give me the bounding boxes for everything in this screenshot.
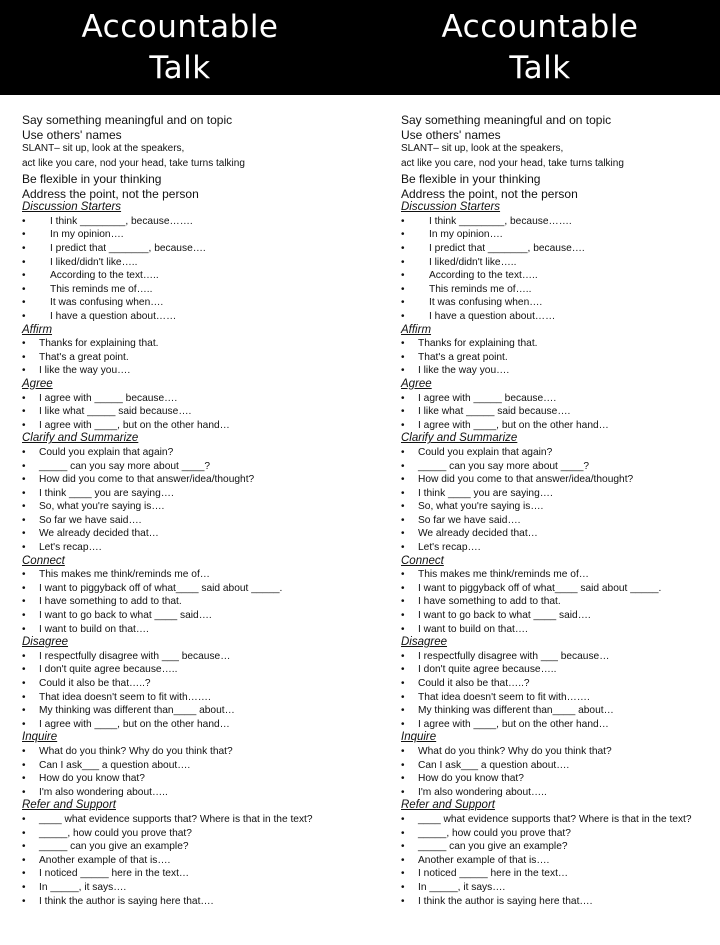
- list-item: • I have something to add to that.: [22, 595, 360, 609]
- intro-line: SLANT– sit up, look at the speakers,: [22, 143, 185, 155]
- list-item: • We already decided that…: [401, 527, 720, 541]
- list-item: • Let's recap….: [22, 541, 360, 555]
- list-item: • We already decided that…: [22, 527, 360, 541]
- list-item: • I agree with ____, but on the other hand…: [401, 419, 720, 433]
- list-item: • ____ what evidence supports that? Where is that in the text?: [22, 813, 360, 827]
- section-title: Agree: [401, 377, 432, 390]
- phrase-list: [401, 446, 720, 555]
- intro-line: Use others' names: [401, 127, 501, 142]
- list-item: • Thanks for explaining that.: [401, 337, 720, 351]
- list-item: • My thinking was different than____ about…: [401, 704, 720, 718]
- list-item: • I want to go back to what ____ said….: [401, 609, 720, 623]
- card-header: [360, 0, 720, 95]
- section-title: Affirm: [22, 323, 53, 336]
- list-item: • Could you explain that again?: [22, 446, 360, 460]
- list-item: • That idea doesn't seem to fit with…….: [22, 691, 360, 705]
- list-item: • In _____, it says….: [401, 881, 720, 895]
- list-item: • I have something to add to that.: [401, 595, 720, 609]
- list-item: • Another example of that is….: [22, 854, 360, 868]
- list-item: • How do you know that?: [401, 772, 720, 786]
- list-item: • I respectfully disagree with ___ because…: [401, 650, 720, 664]
- phrase-list: [22, 337, 360, 378]
- list-item: • So, what you're saying is….: [22, 500, 360, 514]
- list-item: • I agree with _____ because….: [22, 392, 360, 406]
- intro-line: Address the point, not the person: [22, 186, 199, 201]
- intro-line: Be flexible in your thinking: [401, 171, 541, 186]
- list-item: • _____ can you give an example?: [401, 840, 720, 854]
- section-title: Disagree: [401, 636, 448, 649]
- list-item: • I don't quite agree because…..: [401, 663, 720, 677]
- section-title: Refer and Support: [401, 799, 495, 812]
- section-title: Discussion Starters: [22, 201, 122, 214]
- list-item: • I predict that _______, because….: [22, 242, 360, 256]
- list-item: • So, what you're saying is….: [401, 500, 720, 514]
- list-item: • What do you think? Why do you think that?: [401, 745, 720, 759]
- card-title-line1: Accountable: [81, 8, 279, 45]
- list-item: • I want to piggyback off of what____ said about _____.: [401, 582, 720, 596]
- list-item: • How do you know that?: [22, 772, 360, 786]
- list-item: • _____, how could you prove that?: [401, 827, 720, 841]
- list-item: • I want to build on that….: [401, 623, 720, 637]
- phrase-list: [401, 745, 720, 799]
- card-content: [0, 95, 360, 908]
- list-item: • ____ what evidence supports that? Where is that in the text?: [401, 813, 720, 827]
- list-item: • Thanks for explaining that.: [22, 337, 360, 351]
- list-item: • I agree with ____, but on the other hand…: [22, 419, 360, 433]
- list-item: • _____ can you give an example?: [22, 840, 360, 854]
- list-item: • I'm also wondering about…..: [401, 786, 720, 800]
- intro-line: act like you care, nod your head, take turns talking: [22, 158, 245, 170]
- list-item: • So far we have said….: [22, 514, 360, 528]
- list-item: • I think the author is saying here that….: [22, 895, 360, 909]
- list-item: • I like the way you….: [401, 364, 720, 378]
- phrase-list: [401, 337, 720, 378]
- section-title: Affirm: [401, 323, 432, 336]
- list-item: • My thinking was different than____ about…: [22, 704, 360, 718]
- phrase-list: [22, 392, 360, 433]
- list-item: • This reminds me of…..: [22, 283, 360, 297]
- list-item: • How did you come to that answer/idea/thought?: [22, 473, 360, 487]
- list-item: • I agree with _____ because….: [401, 392, 720, 406]
- list-item: • I agree with ____, but on the other hand…: [401, 718, 720, 732]
- list-item: • It was confusing when….: [22, 296, 360, 310]
- list-item: • _____ can you say more about ____?: [401, 460, 720, 474]
- list-item: • Can I ask___ a question about….: [22, 759, 360, 773]
- section-title: Connect: [401, 554, 444, 567]
- list-item: • I think ____ you are saying….: [401, 487, 720, 501]
- list-item: • _____, how could you prove that?: [22, 827, 360, 841]
- list-item: • I like what _____ said because….: [401, 405, 720, 419]
- intro-line: SLANT– sit up, look at the speakers,: [401, 143, 564, 155]
- list-item: • I agree with ____, but on the other hand…: [22, 718, 360, 732]
- section-title: Clarify and Summarize: [401, 432, 518, 445]
- card-title-line2: Talk: [149, 49, 211, 86]
- list-item: • According to the text…..: [22, 269, 360, 283]
- list-item: • This makes me think/reminds me of…: [401, 568, 720, 582]
- intro-line: Use others' names: [22, 127, 122, 142]
- phrase-list: [22, 813, 360, 908]
- list-item: • In my opinion….: [401, 228, 720, 242]
- list-item: • That's a great point.: [22, 351, 360, 365]
- card-title-line2: Talk: [509, 49, 571, 86]
- list-item: • This reminds me of…..: [401, 283, 720, 297]
- list-item: • I think ________, because…….: [401, 215, 720, 229]
- list-item: • This makes me think/reminds me of…: [22, 568, 360, 582]
- list-item: • I predict that _______, because….: [401, 242, 720, 256]
- list-item: • In my opinion….: [22, 228, 360, 242]
- intro-line: Be flexible in your thinking: [22, 171, 162, 186]
- intro-line: Address the point, not the person: [401, 186, 578, 201]
- list-item: • Could it also be that…..?: [22, 677, 360, 691]
- list-item: • I respectfully disagree with ___ because…: [22, 650, 360, 664]
- list-item: • I think the author is saying here that….: [401, 895, 720, 909]
- phrase-list: [401, 215, 720, 324]
- section-title: Agree: [22, 377, 53, 390]
- intro-line: Say something meaningful and on topic: [401, 113, 612, 127]
- list-item: • I have a question about……: [22, 310, 360, 324]
- list-item: • What do you think? Why do you think that?: [22, 745, 360, 759]
- card-right: [360, 0, 720, 945]
- section-title: Inquire: [22, 731, 58, 744]
- phrase-list: [22, 745, 360, 799]
- list-item: • I like the way you….: [22, 364, 360, 378]
- list-item: • Another example of that is….: [401, 854, 720, 868]
- phrase-list: [22, 568, 360, 636]
- section-title: Inquire: [401, 731, 437, 744]
- list-item: • I want to go back to what ____ said….: [22, 609, 360, 623]
- intro-line: act like you care, nod your head, take turns talking: [401, 158, 624, 170]
- list-item: • I think ____ you are saying….: [22, 487, 360, 501]
- list-item: • Could you explain that again?: [401, 446, 720, 460]
- list-item: • Can I ask___ a question about….: [401, 759, 720, 773]
- list-item: • I noticed _____ here in the text…: [401, 867, 720, 881]
- list-item: • That's a great point.: [401, 351, 720, 365]
- list-item: • So far we have said….: [401, 514, 720, 528]
- list-item: • _____ can you say more about ____?: [22, 460, 360, 474]
- list-item: • In _____, it says….: [22, 881, 360, 895]
- list-item: • I noticed _____ here in the text…: [22, 867, 360, 881]
- phrase-list: [22, 215, 360, 324]
- list-item: • I liked/didn't like…..: [401, 256, 720, 270]
- section-title: Discussion Starters: [401, 201, 501, 214]
- list-item: • I'm also wondering about…..: [22, 786, 360, 800]
- intro-line: Say something meaningful and on topic: [22, 113, 233, 127]
- phrase-list: [22, 446, 360, 555]
- card-header: [0, 0, 360, 95]
- list-item: • How did you come to that answer/idea/thought?: [401, 473, 720, 487]
- list-item: • It was confusing when….: [401, 296, 720, 310]
- list-item: • I like what _____ said because….: [22, 405, 360, 419]
- list-item: • Let's recap….: [401, 541, 720, 555]
- section-title: Disagree: [22, 636, 69, 649]
- list-item: • That idea doesn't seem to fit with…….: [401, 691, 720, 705]
- phrase-list: [22, 650, 360, 732]
- card-title-line1: Accountable: [441, 8, 639, 45]
- list-item: • I want to piggyback off of what____ said about _____.: [22, 582, 360, 596]
- list-item: • I don't quite agree because…..: [22, 663, 360, 677]
- card-content: [360, 95, 720, 908]
- section-title: Refer and Support: [22, 799, 116, 812]
- list-item: • I have a question about……: [401, 310, 720, 324]
- phrase-list: [401, 813, 720, 908]
- list-item: • Could it also be that…..?: [401, 677, 720, 691]
- section-title: Clarify and Summarize: [22, 432, 139, 445]
- section-title: Connect: [22, 554, 65, 567]
- phrase-list: [401, 568, 720, 636]
- list-item: • According to the text…..: [401, 269, 720, 283]
- phrase-list: [401, 392, 720, 433]
- list-item: • I think ________, because…….: [22, 215, 360, 229]
- phrase-list: [401, 650, 720, 732]
- list-item: • I want to build on that….: [22, 623, 360, 637]
- list-item: • I liked/didn't like…..: [22, 256, 360, 270]
